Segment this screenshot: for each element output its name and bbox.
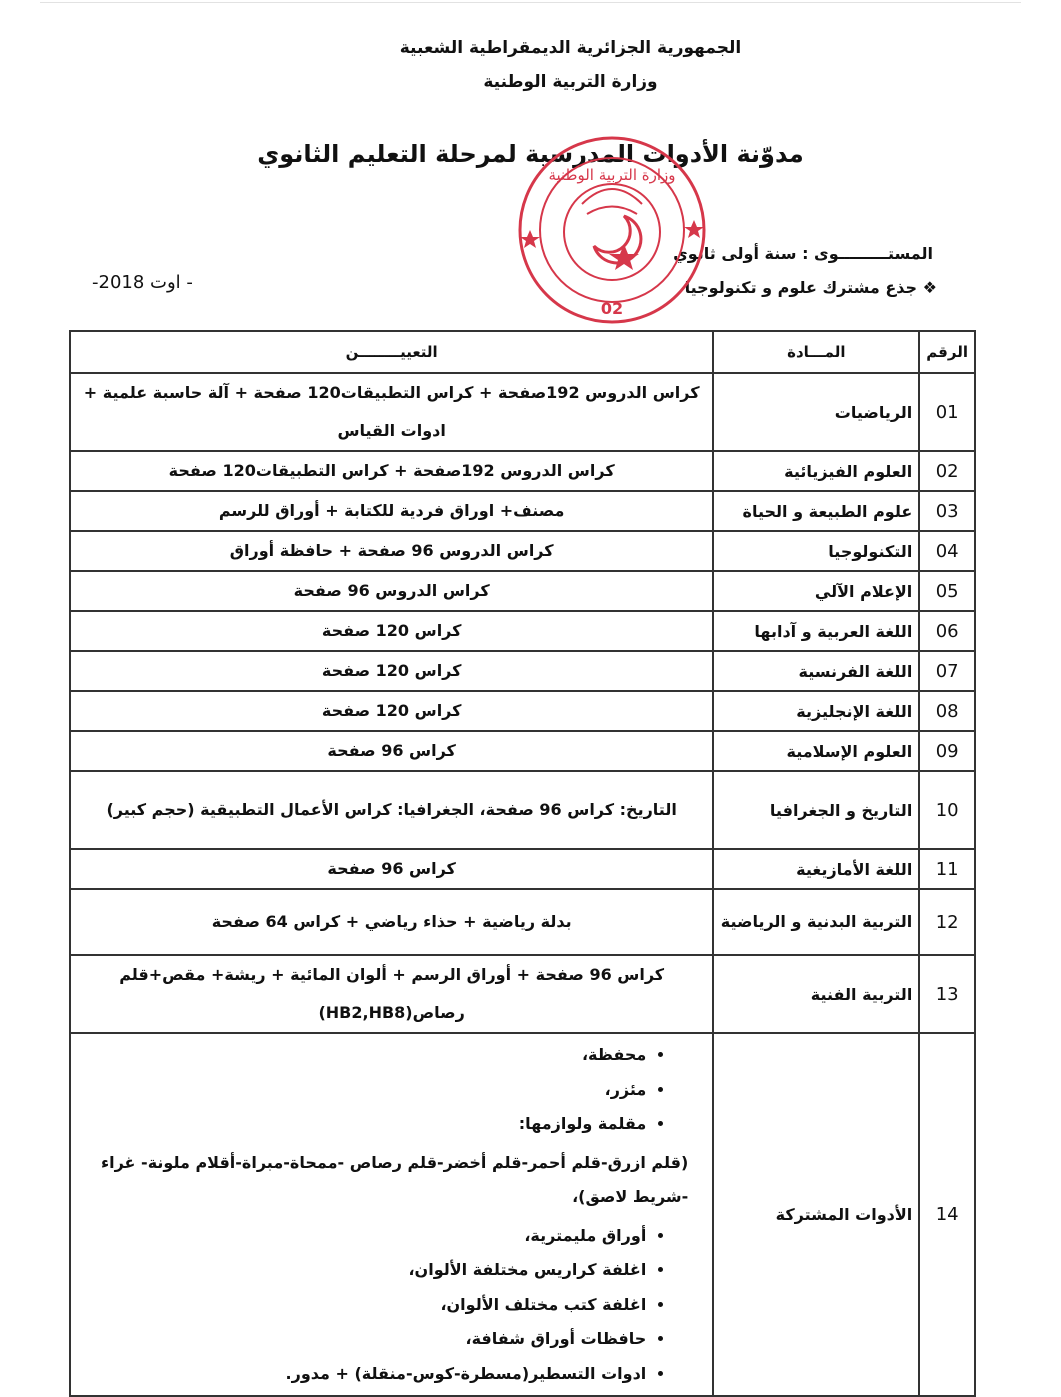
- common-list-2: [77, 1219, 706, 1392]
- table-row: [70, 691, 975, 731]
- list-item: • مئزر،: [77, 1073, 646, 1108]
- row-designation: كراس الدروس 192صفحة + كراس التطبيقات120 صفحة + آلة حاسبة علمية + ادوات القياس: [70, 373, 713, 451]
- row-subject: الرياضيات: [713, 373, 919, 451]
- table-row-common: [70, 1033, 975, 1396]
- row-number: 03: [919, 491, 975, 531]
- document-title: مدوّنة الأدوات المدرسية لمرحلة التعليم الثانوي: [257, 140, 804, 168]
- table-row: [70, 531, 975, 571]
- table-row: [70, 651, 975, 691]
- row-subject: علوم الطبيعة و الحياة: [713, 491, 919, 531]
- stamp-number: 02: [600, 299, 624, 318]
- row-designation: التاريخ: كراس 96 صفحة، الجغرافيا: كراس الأعمال التطبيقية (حجم كبير): [70, 771, 713, 849]
- row-subject: العلوم الإسلامية: [713, 731, 919, 771]
- table-row: [70, 571, 975, 611]
- row-subject: الأدوات المشتركة: [713, 1033, 919, 1396]
- row-number: 12: [919, 889, 975, 955]
- header-designation: التعييــــــــن: [70, 331, 713, 373]
- list-item: • أوراق مليمترية،: [77, 1219, 646, 1254]
- row-number: 07: [919, 651, 975, 691]
- table-row: [70, 849, 975, 889]
- common-supplies-cell: [70, 1033, 713, 1396]
- table-row: [70, 491, 975, 531]
- list-item: • حافظات أوراق شفافة،: [77, 1322, 646, 1357]
- row-number: 09: [919, 731, 975, 771]
- supplies-table: [69, 330, 976, 1397]
- list-item: • اغلفة كراريس مختلفة الألوان،: [77, 1253, 646, 1288]
- header-number: الرقم: [919, 331, 975, 373]
- level-line: المستـــــــــوى : سنة أولى ثانوي: [673, 244, 933, 263]
- row-number: 06: [919, 611, 975, 651]
- table-row: [70, 955, 975, 1033]
- list-item: • اغلفة كتب مختلف الألوان،: [77, 1288, 646, 1323]
- stamp-text: وزارة التربية الوطنية: [548, 166, 676, 184]
- row-designation: كراس 96 صفحة: [70, 849, 713, 889]
- row-number: 11: [919, 849, 975, 889]
- table-header-row: [70, 331, 975, 373]
- row-designation: كراس 120 صفحة: [70, 691, 713, 731]
- list-item: • مقلمة ولوازمها:: [77, 1107, 646, 1142]
- table-row: [70, 731, 975, 771]
- row-subject: التربية الفنية: [713, 955, 919, 1033]
- row-designation: كراس 96 صفحة: [70, 731, 713, 771]
- row-designation: كراس الدروس 96 صفحة + حافظة أوراق: [70, 531, 713, 571]
- row-subject: العلوم الفيزيائية: [713, 451, 919, 491]
- row-designation: كراس 96 صفحة + أوراق الرسم + ألوان المائية + ريشة+ مقص+قلم رصاص(HB2,HB8): [70, 955, 713, 1033]
- row-subject: التكنولوجيا: [713, 531, 919, 571]
- table-row: [70, 889, 975, 955]
- top-rule: [40, 2, 1021, 3]
- list-item: • محفظة،: [77, 1038, 646, 1073]
- row-number: 02: [919, 451, 975, 491]
- ministry-heading: وزارة التربية الوطنية: [483, 72, 658, 92]
- row-subject: اللغة العربية و آدابها: [713, 611, 919, 651]
- row-number: 04: [919, 531, 975, 571]
- row-designation: مصنف+ اوراق فردية للكتابة + أوراق للرسم: [70, 491, 713, 531]
- branch-line: ❖ جذع مشترك علوم و تكنولوجيا: [684, 278, 937, 297]
- table-row: [70, 771, 975, 849]
- table-row: [70, 611, 975, 651]
- row-subject: اللغة الإنجليزية: [713, 691, 919, 731]
- republic-heading: الجمهورية الجزائرية الديمقراطية الشعبية: [399, 38, 742, 58]
- row-number: 14: [919, 1033, 975, 1396]
- row-number: 08: [919, 691, 975, 731]
- row-subject: التاريخ و الجغرافيا: [713, 771, 919, 849]
- common-list: [77, 1038, 706, 1142]
- row-subject: التربية البدنية و الرياضية: [713, 889, 919, 955]
- row-number: 05: [919, 571, 975, 611]
- row-designation: كراس 120 صفحة: [70, 651, 713, 691]
- row-designation: كراس الدروس 192صفحة + كراس التطبيقات120 صفحة: [70, 451, 713, 491]
- row-designation: كراس الدروس 96 صفحة: [70, 571, 713, 611]
- row-subject: اللغة الفرنسية: [713, 651, 919, 691]
- table-row: [70, 451, 975, 491]
- header-subject: المـــادة: [713, 331, 919, 373]
- pens-list-text: (قلم ازرق-قلم أحمر-قلم أخضر-قلم رصاص -ممحاة-مبراة-أقلام ملونة- غراء -شريط لاصق)،: [100, 1152, 689, 1206]
- ministry-stamp: [512, 134, 712, 326]
- row-number: 13: [919, 955, 975, 1033]
- date-label: - اوت 2018-: [92, 272, 193, 293]
- row-designation: بدلة رياضية + حذاء رياضي + كراس 64 صفحة: [70, 889, 713, 955]
- row-subject: اللغة الأمازيغية: [713, 849, 919, 889]
- row-designation: كراس 120 صفحة: [70, 611, 713, 651]
- row-subject: الإعلام الآلي: [713, 571, 919, 611]
- table-row: [70, 373, 975, 451]
- row-number: 10: [919, 771, 975, 849]
- list-item: • ادوات التسطير(مسطرة-كوس-منقلة) + مدور.: [77, 1357, 646, 1392]
- row-number: 01: [919, 373, 975, 451]
